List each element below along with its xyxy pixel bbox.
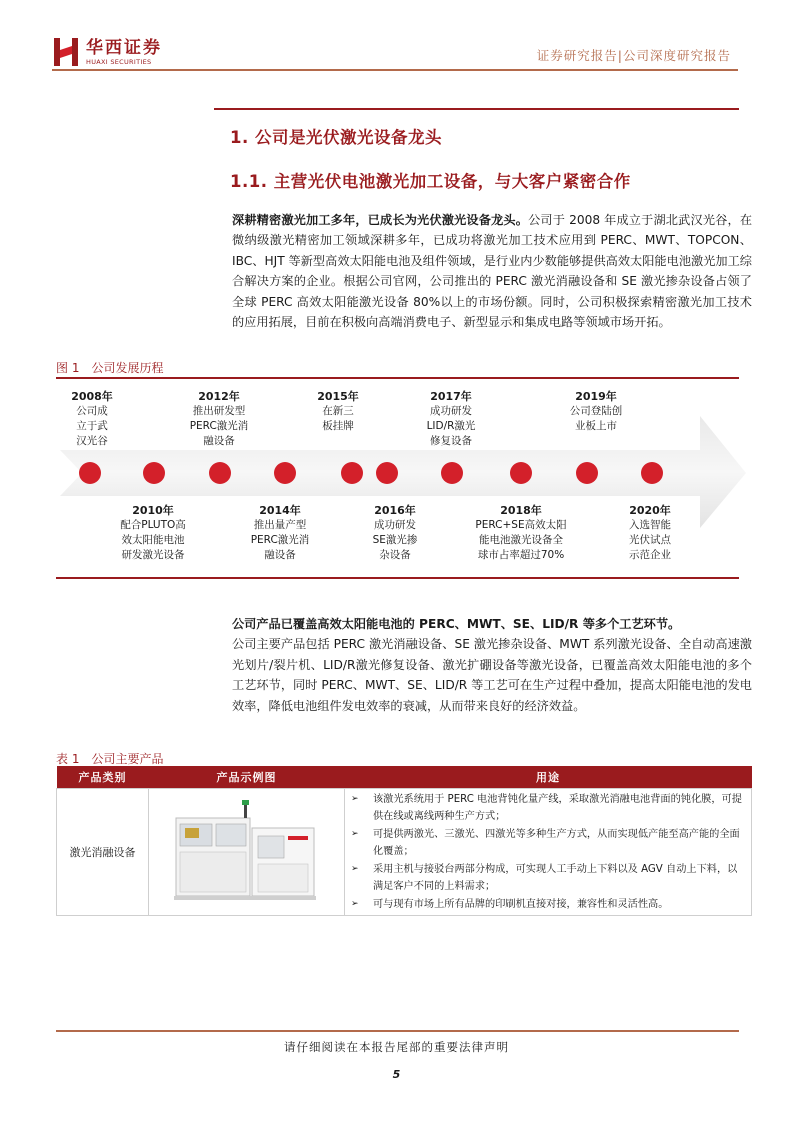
timeline-event-2014 — [235, 503, 325, 563]
table-header-row — [57, 766, 752, 788]
event-line: PERC激光消 — [189, 420, 249, 432]
table-caption — [56, 750, 175, 767]
report-type-header: 证券研究报告|公司深度研究报告 — [536, 48, 731, 63]
arrow-bullet-icon: ➢ — [351, 828, 359, 839]
event-year: 2020年 — [629, 504, 671, 517]
event-line: LID/R激光 — [426, 420, 476, 432]
event-line: 杂设备 — [379, 549, 411, 561]
intro-lead: 深耕精密激光加工多年，已成长为光伏激光设备龙头。 — [232, 213, 529, 227]
event-line: 板挂牌 — [322, 420, 354, 432]
event-year: 2016年 — [374, 504, 416, 517]
intro-paragraph — [232, 210, 752, 332]
header-usage: 用途 — [345, 766, 752, 788]
figure-caption — [56, 359, 175, 376]
laser-machine-image — [172, 798, 322, 906]
event-line: 成功研发 — [430, 405, 472, 417]
event-line: 公司登陆创 — [569, 405, 623, 417]
event-line: 业板上市 — [575, 420, 617, 432]
footer-rule — [56, 1030, 739, 1032]
timeline-dot-2017 — [441, 462, 463, 484]
usage-text: 可提供两激光、三激光、四激光等多种生产方式，从而实现低产能至高产能的全面化覆盖； — [373, 828, 740, 857]
event-line: 能电池激光设备全 — [479, 534, 563, 546]
event-line: 修复设备 — [430, 435, 472, 447]
event-line: 推出研发型 — [192, 405, 246, 417]
timeline-dot-2008 — [79, 462, 101, 484]
event-year: 2019年 — [575, 390, 617, 403]
header-category: 产品类别 — [57, 766, 149, 788]
event-line: 立于武 — [76, 420, 108, 432]
event-year: 2014年 — [259, 504, 301, 517]
company-logo — [52, 36, 162, 68]
product-category: 激光消融设备 — [57, 788, 149, 916]
timeline-event-2019 — [551, 389, 641, 434]
timeline-dot-2020 — [641, 462, 663, 484]
section-top-rule — [214, 108, 739, 110]
event-line: 公司成 — [76, 405, 108, 417]
table-row — [57, 788, 752, 916]
event-line: 研发激光设备 — [121, 549, 185, 561]
products-paragraph — [232, 614, 752, 716]
timeline-event-2008 — [47, 389, 137, 449]
event-year: 2017年 — [430, 390, 472, 403]
event-year: 2010年 — [132, 504, 174, 517]
arrow-bullet-icon: ➢ — [351, 793, 359, 804]
event-year: 2008年 — [71, 390, 113, 403]
arrow-bullet-icon: ➢ — [351, 863, 359, 874]
event-year: 2012年 — [198, 390, 240, 403]
figure-title: 公司发展历程 — [91, 361, 164, 375]
usage-text: 可与现有市场上所有品牌的印刷机直接对接，兼容性和灵活性高。 — [373, 898, 669, 910]
figure-bottom-rule — [56, 577, 739, 579]
event-line: 光伏试点 — [629, 534, 671, 546]
timeline-event-2017 — [406, 389, 496, 449]
usage-item — [351, 791, 743, 826]
page-number: 5 — [392, 1068, 401, 1081]
header-divider — [170, 69, 738, 71]
event-year: 2018年 — [500, 504, 542, 517]
usage-text: 该激光系统用于 PERC 电池背钝化量产线，采取激光消融电池背面的钝化膜，可提供在线或离线两种生产方式； — [373, 793, 742, 822]
event-line: PERC+SE高效太阳 — [475, 519, 567, 531]
event-line: 在新三 — [322, 405, 354, 417]
timeline-dot-2019 — [576, 462, 598, 484]
figure-top-rule — [56, 377, 739, 379]
timeline-event-2015 — [293, 389, 383, 434]
subsection-heading: 1.1. 主营光伏电池激光加工设备，与大客户紧密合作 — [230, 172, 631, 191]
logo-mark-icon — [52, 36, 80, 68]
section-heading: 1. 公司是光伏激光设备龙头 — [230, 128, 442, 147]
product-usage-cell — [345, 788, 752, 916]
timeline-event-2010 — [108, 503, 198, 563]
event-line: SE激光掺 — [372, 534, 418, 546]
table-title: 公司主要产品 — [91, 752, 164, 766]
timeline-dot-2015 — [341, 462, 363, 484]
header-divider-left — [52, 69, 170, 71]
event-line: 汉光谷 — [76, 435, 108, 447]
usage-item — [351, 826, 743, 861]
header-image: 产品示例图 — [149, 766, 345, 788]
timeline-dot-2014 — [274, 462, 296, 484]
logo-cn-text: 华西证券 — [86, 37, 162, 58]
timeline-event-2012 — [174, 389, 264, 449]
event-year: 2015年 — [317, 390, 359, 403]
event-line: 效太阳能电池 — [121, 534, 185, 546]
products-lead: 公司产品已覆盖高效太阳能电池的 PERC、MWT、SE、LID/R 等多个工艺环节。 — [232, 617, 681, 631]
usage-item — [351, 861, 743, 896]
timeline-dot-2018 — [510, 462, 532, 484]
timeline-event-2016 — [350, 503, 440, 563]
logo-en-text: HUAXI SECURITIES — [86, 57, 152, 66]
event-line: 成功研发 — [374, 519, 416, 531]
event-line: 入选智能 — [629, 519, 671, 531]
timeline-event-2018 — [466, 503, 576, 563]
event-line: 示范企业 — [629, 549, 671, 561]
timeline-event-2020 — [605, 503, 695, 563]
arrow-bullet-icon: ➢ — [351, 898, 359, 909]
usage-text: 采用主机与接驳台两部分构成，可实现人工手动上下料以及 AGV 自动上下料，以满足客户不同的上料需求； — [373, 863, 738, 892]
products-body: 公司主要产品包括 PERC 激光消融设备、SE 激光掺杂设备、MWT 系列激光设备、全自动高速激光划片/裂片机、LID/R激光修复设备、激光扩硼设备等激光设备，已覆盖高效太阳能电池的多个工艺环节，同时 PERC、MWT、SE、LID/R 等工艺可在生产过程中叠加，提高太阳能电池的发电效率，降低电池组件发电效率的衰减，从而带来良好的经济效益。 — [232, 637, 752, 713]
event-line: 配合PLUTO高 — [120, 519, 186, 531]
event-line: 推出量产型 — [253, 519, 307, 531]
legal-notice: 请仔细阅读在本报告尾部的重要法律声明 — [284, 1040, 509, 1054]
product-image-cell — [149, 788, 345, 916]
timeline-dot-2016 — [376, 462, 398, 484]
timeline-dot-2012 — [209, 462, 231, 484]
event-line: 融设备 — [264, 549, 296, 561]
event-line: 融设备 — [203, 435, 235, 447]
usage-item — [351, 896, 743, 914]
event-line: PERC激光消 — [250, 534, 310, 546]
figure-label: 图 1 — [56, 361, 80, 375]
intro-body: 公司于 2008 年成立于湖北武汉光谷，在微纳级激光精密加工领域深耕多年，已成功将激光加工技术应用到 PERC、MWT、TOPCON、IBC、HJT 等新型高效太阳能电池及组件领域，是行业内少数能够提供高效太阳能电池激光加工综合解决方案的企业。根据公司官网，公司推出的 PERC 激光消融设备和 SE 激光掺杂设备占领了全球 PERC 高效太阳能激光设备 80%以上的市场份额。同时，公司积极探索精密激光加工技术的应用拓展，目前在积极向高端消费电子、新型显示和集成电路等领域市场开拓。 — [232, 213, 753, 330]
table-label: 表 1 — [56, 752, 80, 766]
products-table — [56, 766, 752, 916]
event-line: 球市占率超过70% — [477, 549, 565, 561]
timeline-dot-2010 — [143, 462, 165, 484]
